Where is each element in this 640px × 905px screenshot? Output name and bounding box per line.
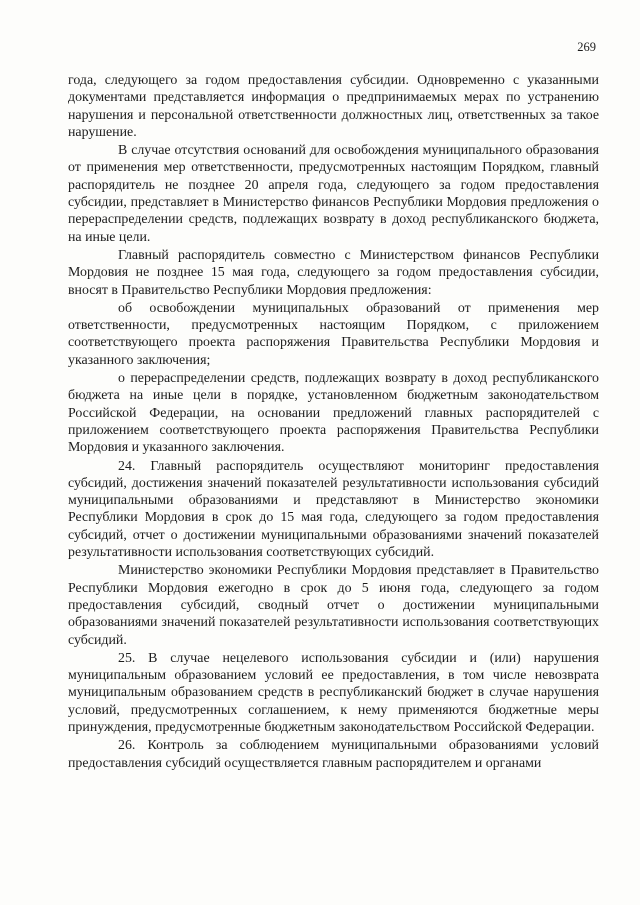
paragraph-exemption-item: об освобождении муниципальных образований от применения мер ответственности, предусмотренных настоящим Порядком, с приложением соответствующего проекта распоряжения Правительства Республики Мордовия и указанного заключения; — [68, 300, 599, 368]
paragraph-item-25: 25. В случае нецелевого использования субсидии и (или) нарушения муниципальным образованием условий ее предоставления, в том числе невозврата муниципальным образованием средств в республиканский бюджет в случае нарушения условий, предусмотренных соглашением, к нему применяются бюджетные меры принуждения, предусмотренные бюджетным законодательством Российской Федерации. — [68, 650, 599, 735]
paragraph-joint-proposals: Главный распорядитель совместно с Министерством финансов Республики Мордовия не позднее 15 мая года, следующего за годом предоставления субсидии, вносят в Правительство Республики Мордовия предложения: — [68, 247, 599, 298]
paragraph-absence-of-grounds: В случае отсутствия оснований для освобождения муниципального образования от применения мер ответственности, предусмотренных настоящим Порядком, главный распорядитель не позднее 20 апреля года, следующего за годом предоставления субсидии, представляет в Министерство финансов Республики Мордовия предложения о перераспределении средств, подлежащих возврату в доход республиканского бюджета, на иные цели. — [68, 143, 599, 245]
paragraph-redistribution-item: о перераспределении средств, подлежащих возврату в доход республиканского бюджета на иные цели в порядке, установленном бюджетным законодательством Российской Федерации, на основании предложений главных распорядителей с приложением соответствующего проекта распоряжения Правительства Республики Мордовия и указанного заключения. — [68, 371, 599, 456]
paragraph-continuation: года, следующего за годом предоставления субсидии. Одновременно с указанными документами представляется информация о предпринимаемых мерах по устранению нарушения и персональной ответственности должностных лиц, ответственных за такое нарушение. — [68, 73, 599, 140]
paragraph-item-26: 26. Контроль за соблюдением муниципальными образованиями условий предоставления субсидий осуществляется главным распорядителем и органами — [68, 738, 599, 771]
paragraph-ministry-report: Министерство экономики Республики Мордовия представляет в Правительство Республики Мордовия ежегодно в срок до 5 июня года, следующего за годом предоставления субсидий, сводный отчет о достижении муниципальными образованиями значений показателей результативности использования соответствующих субсидий. — [68, 563, 599, 648]
page-number: 269 — [577, 40, 596, 54]
paragraph-item-24: 24. Главный распорядитель осуществляют мониторинг предоставления субсидий, достижения значений показателей результативности использования субсидий муниципальными образованиями и представляют в Министерство экономики Республики Мордовия в срок до 15 мая года, следующего за годом предоставления субсидий, отчет о достижении муниципальными образованиями значений показателей результативности использования соответствующих субсидий. — [68, 458, 599, 561]
document-body — [68, 72, 599, 773]
